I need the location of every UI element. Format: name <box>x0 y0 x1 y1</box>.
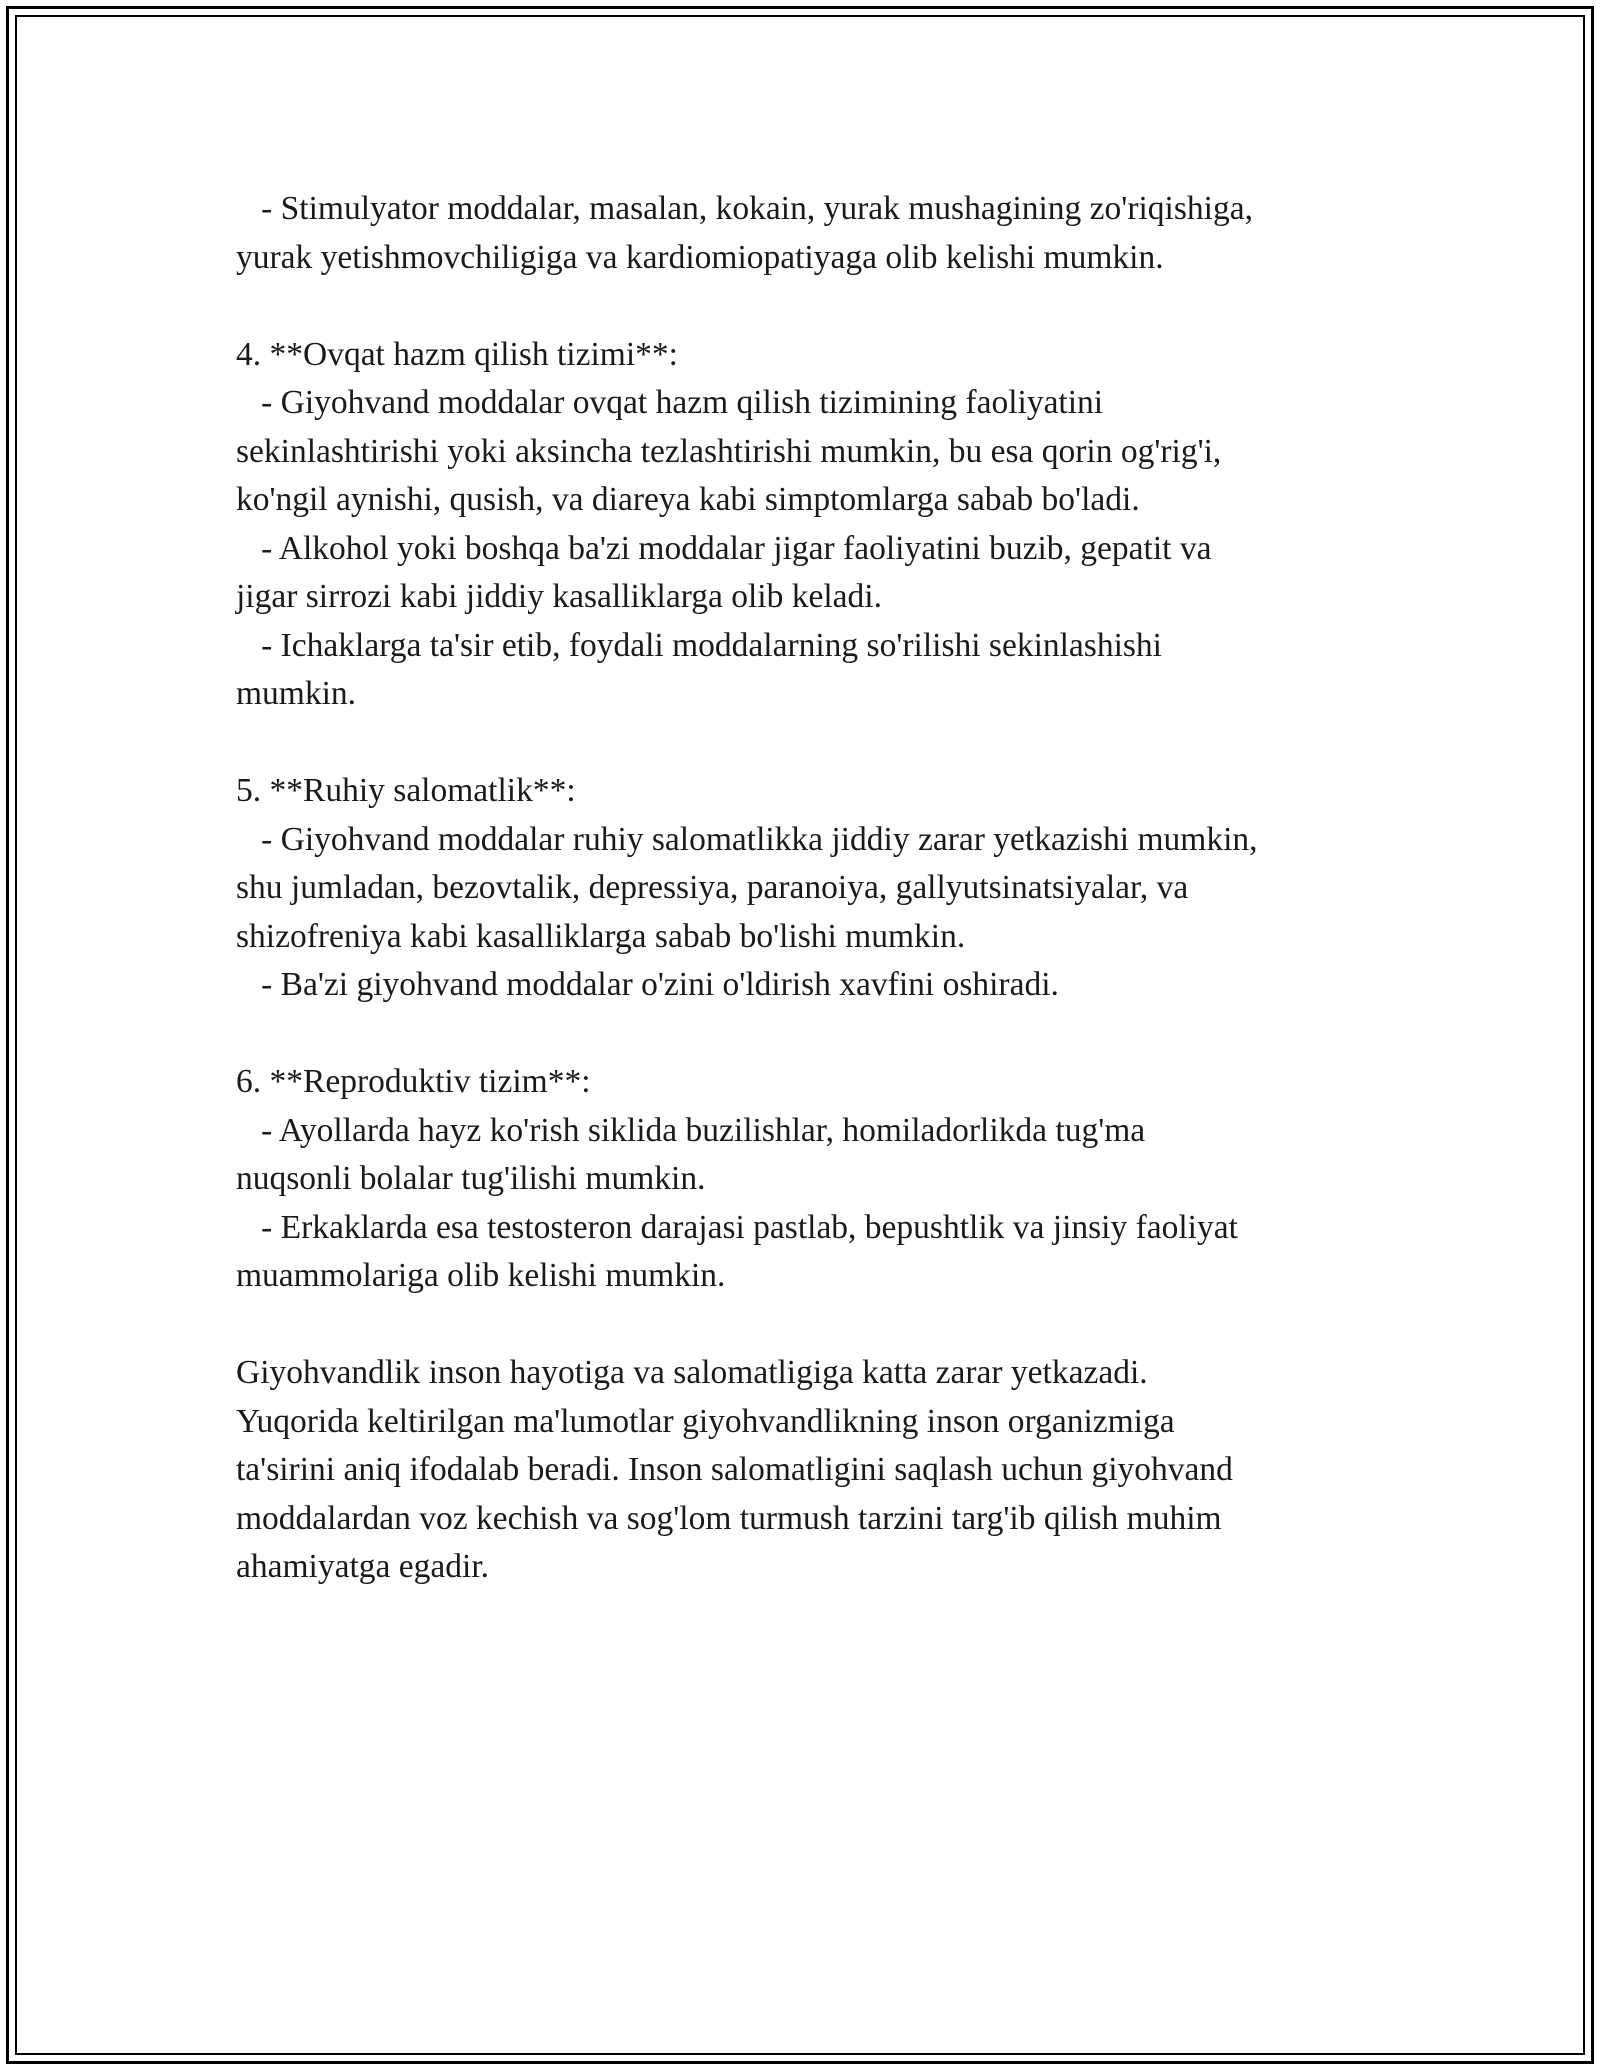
text-line: ta'sirini aniq ifodalab beradi. Inson salomatligini saqlash uchun giyohvand <box>236 1451 1233 1488</box>
text-line: - Stimulyator moddalar, masalan, kokain, yurak mushagining zo'riqishiga, <box>236 190 1253 227</box>
section-heading: 4. **Ovqat hazm qilish tizimi**: <box>236 335 678 373</box>
paragraph-spacer <box>236 282 1386 331</box>
text-line: - Ichaklarga ta'sir etib, foydali moddalarning so'rilishi sekinlashishi <box>236 626 1162 664</box>
text-line: muammolariga olib kelishi mumkin. <box>236 1257 726 1294</box>
section-reproductive-system <box>236 1058 1386 1301</box>
text-line: - Erkaklarda esa testosteron darajasi pastlab, bepushtlik va jinsiy faoliyat <box>236 1208 1238 1246</box>
text-line: nuqsonli bolalar tug'ilishi mumkin. <box>236 1160 706 1197</box>
text-line: yurak yetishmovchiligiga va kardiomiopatiyaga olib kelishi mumkin. <box>236 238 1164 276</box>
text-line: sekinlashtirishi yoki aksincha tezlashtirishi mumkin, bu esa qorin og'rig'i, <box>236 432 1222 470</box>
text-line: - Ayollarda hayz ko'rish siklida buzilishlar, homiladorlikda tug'ma <box>236 1111 1146 1149</box>
paragraph-spacer <box>236 1301 1386 1350</box>
text-line: - Alkohol yoki boshqa ba'zi moddalar jigar faoliyatini buzib, gepatit va <box>236 529 1212 567</box>
text-line: moddalardan voz kechish va sog'lom turmush tarzini targ'ib qilish muhim <box>236 1499 1222 1537</box>
text-line: mumkin. <box>236 675 357 712</box>
text-line: shu jumladan, bezovtalik, depressiya, paranoiya, gallyutsinatsiyalar, va <box>236 869 1189 906</box>
text-line: Yuqorida keltirilgan ma'lumotlar giyohvandlikning inson organizmiga <box>236 1402 1175 1440</box>
document-body <box>236 185 1386 1592</box>
text-line: ahamiyatga egadir. <box>236 1548 490 1585</box>
text-line: - Giyohvand moddalar ruhiy salomatlikka jiddiy zarar yetkazishi mumkin, <box>236 820 1258 858</box>
section-digestive-system <box>236 331 1386 719</box>
text-line: - Giyohvand moddalar ovqat hazm qilish tizimining faoliyatini <box>236 384 1104 421</box>
paragraph-cardiovascular-continued <box>236 185 1386 282</box>
paragraph-conclusion <box>236 1349 1386 1592</box>
paragraph-spacer <box>236 1010 1386 1059</box>
text-line: Giyohvandlik inson hayotiga va salomatligiga katta zarar yetkazadi. <box>236 1354 1148 1391</box>
section-heading: 6. **Reproduktiv tizim**: <box>236 1063 591 1100</box>
text-line: ko'ngil aynishi, qusish, va diareya kabi simptomlarga sabab bo'ladi. <box>236 481 1140 518</box>
text-line: jigar sirrozi kabi jiddiy kasalliklarga olib keladi. <box>236 578 882 615</box>
paragraph-spacer <box>236 719 1386 768</box>
section-heading: 5. **Ruhiy salomatlik**: <box>236 772 576 809</box>
text-line: shizofreniya kabi kasalliklarga sabab bo'lishi mumkin. <box>236 917 966 955</box>
text-line: - Ba'zi giyohvand moddalar o'zini o'ldirish xavfini oshiradi. <box>236 966 1059 1003</box>
section-mental-health <box>236 767 1386 1010</box>
